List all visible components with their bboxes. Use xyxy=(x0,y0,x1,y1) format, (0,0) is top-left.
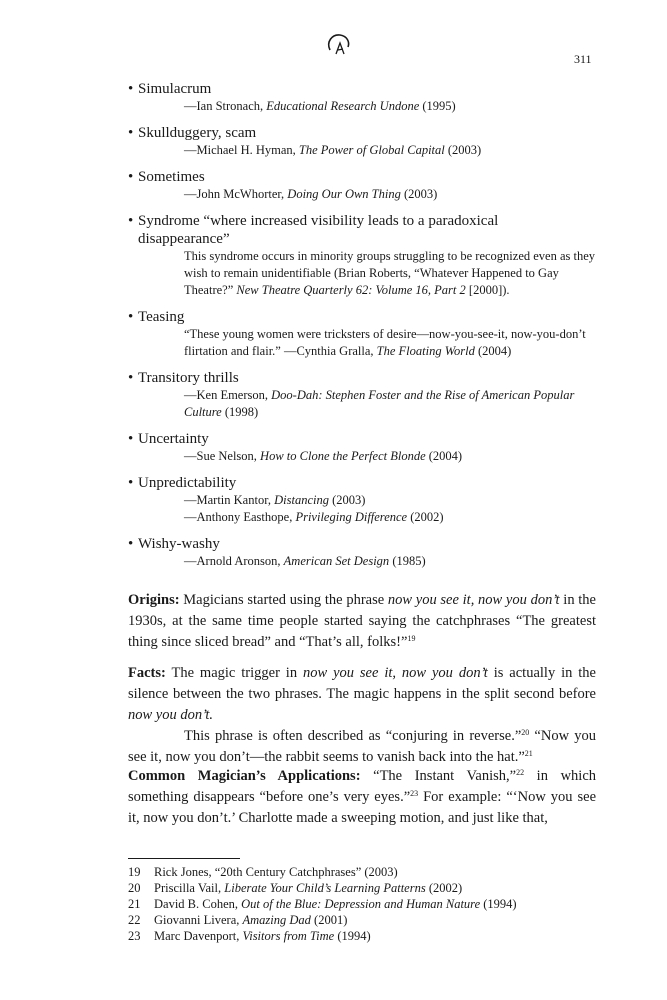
footnote-ref[interactable]: 22 xyxy=(516,768,525,777)
entry-term: • Transitory thrills xyxy=(128,370,239,386)
applications-paragraph: Common Magician’s Applications: “The Instant Vanish,”$^{22}$ in which something disappears “before one’s very eyes.”$^{23}$ For example: “‘Now you see it, now you don’t.’ Charlotte made a sweeping motion, and just like that, xyxy=(128,768,597,826)
entry-term: • Sometimes xyxy=(128,169,205,185)
entry-term: • Simulacrum xyxy=(128,81,212,97)
list-item xyxy=(128,80,596,115)
entry-citation: —Sue Nelson, How to Clone the Perfect Blonde (2004) xyxy=(184,449,463,463)
footnote-ref[interactable]: 23 xyxy=(410,789,419,798)
list-item xyxy=(128,308,596,360)
entry-term: • Syndrome “where increased visibility leads to a paradoxical disappearance” xyxy=(128,213,499,247)
list-item xyxy=(128,535,596,570)
entry-quote: “These young women were tricksters of desire—now-you-see-it, now-you-don’t flirtation and flair.” —Cynthia Gralla, The Floating World (2004) xyxy=(184,327,586,358)
origins-paragraph: Origins: Magicians started using the phrase now you see it, now you don’t in the 1930s, at the same time people started saying the catchphrases “The greatest thing since sliced bread” and “That’s all, folks!”$^{19}$ xyxy=(128,592,596,650)
facts-heading: Facts: xyxy=(128,665,166,681)
entry-citation: —Martin Kantor, Distancing (2003) xyxy=(184,493,366,507)
entry-term: • Unpredictability xyxy=(128,475,237,491)
footnote: 19 Rick Jones, “20th Century Catchphrases” (2003) xyxy=(128,865,398,879)
footnote: 21 David B. Cohen, Out of the Blue: Depression and Human Nature (1994) xyxy=(128,897,517,911)
entry-citation: —Anthony Easthope, Privileging Difference (2002) xyxy=(184,510,444,524)
entry-citation: —Ken Emerson, Doo-Dah: Stephen Foster and the Rise of American Popular Culture (1998) xyxy=(184,388,575,419)
entry-note: This syndrome occurs in minority groups struggling to be recognized even as they wish to remain unidentifiable (Brian Roberts, “Whatever Happened to Gay Theatre?” New Theatre Quarterly 62: Volume 16, Part 2 [2000]). xyxy=(184,249,596,297)
publisher-logo-icon xyxy=(324,30,354,60)
list-item xyxy=(128,369,596,421)
entry-citation: —John McWhorter, Doing Our Own Thing (2003) xyxy=(184,187,438,201)
list-item xyxy=(128,168,596,203)
entry-citation: —Ian Stronach, Educational Research Undone (1995) xyxy=(184,99,456,113)
synonym-list xyxy=(128,80,596,579)
page-number: 311 xyxy=(574,52,592,66)
list-item xyxy=(128,124,596,159)
entry-term: • Wishy-washy xyxy=(128,536,220,552)
list-item xyxy=(128,212,596,299)
footnote: 22 Giovanni Livera, Amazing Dad (2001) xyxy=(128,913,348,927)
entry-term: • Skullduggery, scam xyxy=(128,125,257,141)
origins-heading: Origins: xyxy=(128,592,180,608)
applications-heading: Common Magician’s Applications: xyxy=(128,768,361,784)
footnote-ref[interactable]: 20 xyxy=(521,728,530,737)
footnote-ref[interactable]: 21 xyxy=(524,749,533,758)
entry-citation: —Michael H. Hyman, The Power of Global Capital (2003) xyxy=(184,143,482,157)
facts-paragraph: Facts: The magic trigger in now you see it, now you don’t is actually in the silence between the two phrases. The magic happens in the split second before now you don’t. This phrase is often described as “conjuring in reverse.”$^{20}$ “Now you see it, now you don’t—the rabbit seems to vanish back into the hat.”$^{21}$ xyxy=(128,665,596,765)
list-item xyxy=(128,430,596,465)
entry-term: • Uncertainty xyxy=(128,431,209,447)
entry-citation: —Arnold Aronson, American Set Design (1985) xyxy=(184,554,426,568)
footnote-divider xyxy=(128,858,240,859)
footnote: 20 Priscilla Vail, Liberate Your Child’s Learning Patterns (2002) xyxy=(128,881,463,895)
entry-term: • Teasing xyxy=(128,309,185,325)
footnotes xyxy=(128,864,596,944)
footnote: 23 Marc Davenport, Visitors from Time (1994) xyxy=(128,929,371,943)
footnote-ref[interactable]: 19 xyxy=(407,634,416,643)
list-item xyxy=(128,474,596,526)
